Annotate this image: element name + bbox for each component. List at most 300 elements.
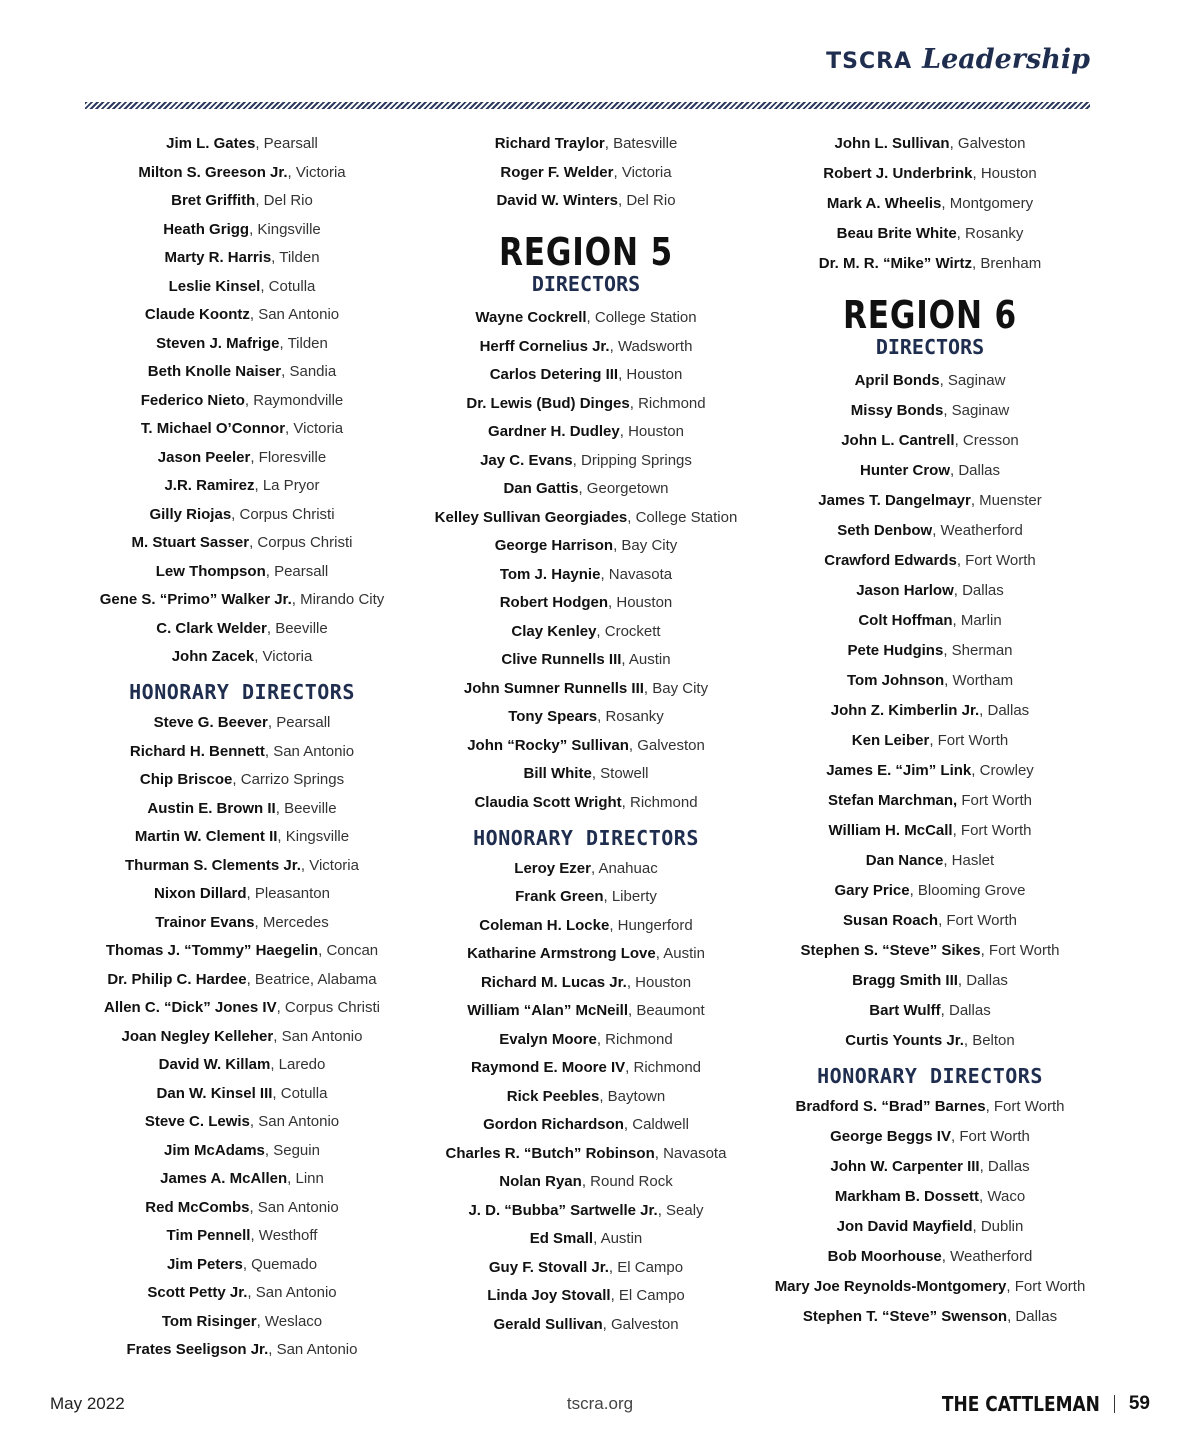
director-name: Thurman S. Clements Jr. (125, 856, 301, 874)
director-location: , San Antonio (247, 1284, 337, 1301)
director-entry (72, 970, 412, 989)
director-entry (416, 944, 756, 963)
director-entry (760, 1217, 1100, 1236)
director-name: Lew Thompson (155, 562, 266, 580)
director-entry (760, 431, 1100, 450)
director-name: Ken Leiber (851, 732, 930, 749)
director-name: Richard M. Lucas Jr. (480, 973, 627, 991)
director-entry (72, 998, 412, 1017)
director-entry (416, 679, 756, 698)
director-location: , Richmond (621, 793, 698, 811)
director-name: George Harrison (494, 537, 614, 554)
director-location: , San Antonio (264, 742, 355, 760)
director-name: Carlos Detering III (489, 366, 619, 383)
footer-date: May 2022 (50, 1394, 125, 1413)
director-entry (72, 941, 412, 960)
director-location: , Fort Worth (1006, 1278, 1086, 1295)
director-name: Guy F. Stovall Jr. (488, 1258, 609, 1276)
director-name: Richard Traylor (494, 135, 605, 152)
director-name: Markham B. Dossett (834, 1188, 980, 1205)
director-name: April Bonds (854, 372, 940, 389)
director-location: , Fort Worth (980, 942, 1060, 959)
director-name: Frates Seeligson Jr. (126, 1341, 269, 1358)
director-location: , Fort Worth (985, 1098, 1065, 1115)
director-name: Bragg Smith III (852, 972, 958, 989)
director-location: , Navasota (654, 1144, 727, 1162)
director-entry (72, 305, 412, 324)
footer-page-number: 59 (1128, 1393, 1150, 1414)
director-location: , Beeville (275, 799, 337, 817)
director-location: , Corpus Christi (249, 534, 353, 551)
director-location: , Houston (608, 594, 673, 611)
director-name: James E. “Jim” Link (826, 762, 972, 779)
director-location: , Victoria (300, 856, 359, 874)
director-entry (72, 334, 412, 353)
director-name: Hunter Crow (859, 462, 950, 479)
director-entry (416, 451, 756, 470)
director-name: Gene S. “Primo” Walker Jr. (99, 591, 292, 608)
director-entry (760, 1127, 1100, 1146)
director-entry (72, 884, 412, 903)
director-name: John Zacek (171, 648, 255, 665)
director-name: John “Rocky” Sullivan (467, 736, 629, 754)
director-entry (72, 913, 412, 932)
director-location: , Fort Worth (952, 822, 1032, 839)
region-directors-label: DIRECTORS (875, 335, 985, 359)
director-name: Tim Pennell (166, 1227, 251, 1244)
director-location: , College Station (586, 309, 697, 326)
director-name: Jason Peeler (157, 448, 251, 466)
director-location: , Fort Worth (938, 912, 1017, 929)
director-name: Trainor Evans (155, 913, 255, 931)
director-entry (760, 371, 1100, 390)
director-name: Robert Hodgen (499, 594, 609, 611)
director-location: , Pearsall (265, 562, 329, 580)
director-entry (72, 1141, 412, 1160)
director-location: , El Campo (608, 1258, 684, 1276)
director-name: Nixon Dillard (154, 885, 247, 902)
honorary-directors-heading: HONORARY DIRECTORS (473, 825, 699, 850)
director-entry (72, 1084, 412, 1103)
director-location: , Sherman (943, 642, 1013, 659)
director-entry (72, 419, 412, 438)
director-location: , Bay City (613, 537, 678, 554)
director-location: , Houston (626, 973, 692, 991)
director-name: Ed Small (529, 1230, 594, 1247)
director-entry (72, 562, 412, 581)
director-location: , Sandia (281, 363, 337, 380)
column-1 (72, 134, 412, 1369)
director-name: Dan Gattis (503, 480, 579, 497)
director-name: Raymond E. Moore IV (470, 1059, 626, 1076)
director-entry (760, 911, 1100, 930)
director-name: Jim McAdams (164, 1141, 265, 1159)
director-entry (760, 821, 1100, 840)
director-location: , Dallas (979, 1158, 1030, 1175)
director-entry (72, 533, 412, 552)
director-name: Dr. Philip C. Hardee (107, 970, 247, 988)
director-entry (760, 671, 1100, 690)
director-entry (416, 536, 756, 555)
director-location: , Galveston (628, 736, 705, 754)
director-entry (416, 422, 756, 441)
director-location: , San Antonio (249, 1113, 340, 1130)
director-entry (416, 650, 756, 669)
director-name: Jim L. Gates (166, 135, 256, 152)
footer-magazine: THE CATTLEMAN (941, 1392, 1100, 1416)
director-location: , Dallas (979, 702, 1030, 719)
director-entry (416, 134, 756, 153)
director-name: Thomas J. “Tommy” Haegelin (105, 942, 319, 959)
director-location: , Victoria (287, 163, 346, 181)
director-name: Beau Brite White (836, 225, 957, 242)
page-header (826, 44, 1090, 84)
director-location: , San Antonio (249, 1198, 339, 1216)
director-entry (760, 164, 1100, 183)
director-name: Stephen S. “Steve” Sikes (800, 942, 981, 959)
director-name: John Z. Kimberlin Jr. (830, 702, 980, 719)
director-entry (760, 1307, 1100, 1326)
director-location: , Concan (318, 942, 379, 959)
director-entry (416, 736, 756, 755)
director-location: , Belton (963, 1032, 1015, 1049)
director-name: Bob Moorhouse (827, 1248, 942, 1265)
director-location: , San Antonio (273, 1027, 363, 1045)
director-entry (760, 521, 1100, 540)
director-name: Wayne Cockrell (475, 309, 587, 326)
director-location: , Cotulla (260, 277, 316, 295)
director-entry (416, 1001, 756, 1020)
director-name: Tony Spears (508, 708, 598, 725)
director-entry (416, 887, 756, 906)
director-location: Fort Worth (957, 792, 1032, 809)
header-org: TSCRA (826, 49, 913, 74)
director-name: Dr. M. R. “Mike” Wirtz (818, 255, 972, 272)
director-location: , Tilden (271, 249, 320, 266)
director-name: Evalyn Moore (499, 1030, 597, 1048)
director-entry (760, 134, 1100, 153)
director-location: , Dallas (940, 1002, 991, 1019)
director-name: Clive Runnells III (501, 651, 622, 668)
director-location: , Pleasanton (246, 885, 330, 902)
director-location: , Carrizo Springs (232, 771, 345, 788)
director-location: , Beaumont (628, 1002, 705, 1019)
director-location: , Dallas (1007, 1308, 1058, 1325)
director-location: , Fort Worth (929, 732, 1009, 749)
director-entry (760, 461, 1100, 480)
region-directors-label: DIRECTORS (531, 272, 641, 296)
director-entry (72, 799, 412, 818)
director-name: Stephen T. “Steve” Swenson (802, 1308, 1008, 1325)
director-location: , Crowley (971, 762, 1034, 779)
director-location: , Linn (287, 1170, 324, 1187)
director-location: , Cotulla (272, 1084, 328, 1102)
honorary-directors-heading: HONORARY DIRECTORS (817, 1064, 1043, 1088)
director-entry (72, 1312, 412, 1331)
director-location: , Westhoff (250, 1227, 318, 1244)
director-entry (416, 859, 756, 878)
director-location: , Blooming Grove (909, 882, 1026, 899)
director-entry (416, 622, 756, 641)
director-location: , Pearsall (267, 714, 331, 731)
director-name: Coleman H. Locke (479, 916, 610, 934)
director-location: , Dublin (972, 1218, 1024, 1235)
director-name: Seth Denbow (837, 522, 933, 539)
director-entry (416, 508, 756, 527)
director-name: Susan Roach (843, 912, 939, 929)
director-entry (416, 1030, 756, 1049)
director-location: , Round Rock (581, 1173, 673, 1190)
director-name: Martin W. Clement II (134, 828, 278, 845)
director-entry (416, 764, 756, 783)
director-location: , Austin (621, 651, 671, 668)
director-location: , Stowell (591, 765, 649, 782)
director-name: Scott Petty Jr. (147, 1284, 248, 1301)
director-entry (416, 593, 756, 612)
director-name: Claude Koontz (144, 306, 250, 323)
director-name: Marty R. Harris (164, 249, 272, 266)
director-entry (72, 362, 412, 381)
director-name: Jon David Mayfield (836, 1218, 973, 1235)
director-location: , Del Rio (618, 192, 676, 209)
director-location: , Rosanky (956, 225, 1024, 242)
director-name: Red McCombs (145, 1198, 250, 1216)
director-name: Joan Negley Kelleher (121, 1027, 274, 1045)
director-name: Leslie Kinsel (168, 277, 261, 295)
director-entry (760, 611, 1100, 630)
director-name: J.R. Ramirez (164, 477, 255, 494)
director-entry (72, 1198, 412, 1217)
column-3 (760, 134, 1100, 1337)
director-name: George Beggs IV (830, 1128, 951, 1145)
director-entry (72, 647, 412, 666)
director-name: Nolan Ryan (499, 1173, 582, 1190)
director-location: , San Antonio (249, 306, 340, 323)
director-name: Claudia Scott Wright (474, 793, 622, 811)
director-location: , Tilden (279, 334, 328, 352)
director-location: , Richmond (625, 1059, 702, 1076)
director-name: Gordon Richardson (483, 1116, 624, 1133)
director-location: , Houston (618, 366, 683, 383)
director-entry (760, 791, 1100, 810)
director-entry (72, 1255, 412, 1274)
director-name: Colt Hoffman (858, 612, 953, 629)
director-name: Charles R. “Butch” Robinson (445, 1144, 655, 1162)
director-entry (760, 224, 1100, 243)
director-name: Gilly Riojas (149, 505, 232, 523)
header-divider (85, 102, 1090, 109)
director-location: , Richmond (596, 1030, 673, 1048)
director-entry (416, 565, 756, 584)
director-location: , Seguin (264, 1141, 320, 1159)
director-name: Dan W. Kinsel III (156, 1084, 273, 1102)
director-entry (416, 1229, 756, 1248)
director-entry (416, 1258, 756, 1277)
director-entry (760, 551, 1100, 570)
director-name: Allen C. “Dick” Jones IV (104, 999, 277, 1016)
director-entry (72, 1283, 412, 1302)
director-entry (416, 793, 756, 812)
director-entry (760, 1157, 1100, 1176)
director-name: John Sumner Runnells III (463, 679, 644, 697)
director-name: Gardner H. Dudley (488, 423, 620, 440)
director-location: , Liberty (603, 888, 657, 905)
director-location: , Floresville (250, 448, 327, 466)
director-location: , Quemado (242, 1255, 318, 1273)
director-name: Frank Green (515, 888, 604, 905)
director-location: , Corpus Christi (231, 505, 335, 523)
director-entry (760, 1187, 1100, 1206)
director-location: , Galveston (949, 135, 1026, 152)
director-location: , Laredo (270, 1056, 326, 1073)
director-entry (416, 163, 756, 182)
director-location: , Brenham (972, 255, 1042, 272)
director-entry (760, 1001, 1100, 1020)
director-name: Pete Hudgins (847, 642, 944, 659)
director-entry (760, 641, 1100, 660)
director-name: Gerald Sullivan (493, 1315, 603, 1333)
director-location: , Hungerford (609, 916, 693, 934)
director-entry (416, 191, 756, 210)
honorary-directors-heading: HONORARY DIRECTORS (129, 680, 355, 704)
director-entry (72, 191, 412, 210)
director-entry (72, 248, 412, 267)
director-entry (72, 1055, 412, 1074)
director-location: , Baytown (599, 1087, 666, 1105)
director-entry (416, 1115, 756, 1134)
director-location: , Cresson (954, 432, 1019, 449)
director-entry (416, 365, 756, 384)
director-entry (72, 827, 412, 846)
director-name: Crawford Edwards (824, 552, 957, 569)
director-entry (416, 479, 756, 498)
director-name: Bart Wulff (869, 1002, 941, 1019)
director-entry (760, 1247, 1100, 1266)
director-name: Steve C. Lewis (144, 1113, 250, 1130)
director-entry (72, 163, 412, 182)
footer-right (914, 1392, 1150, 1416)
director-name: M. Stuart Sasser (131, 534, 250, 551)
director-entry (72, 713, 412, 732)
director-location: , Saginaw (939, 372, 1006, 389)
director-entry (72, 448, 412, 467)
director-location: , Batesville (604, 135, 678, 152)
director-location: , Dallas (953, 582, 1004, 599)
director-name: William H. McCall (828, 822, 953, 839)
director-name: Dr. Lewis (Bud) Dinges (466, 394, 630, 412)
director-location: , Victoria (254, 648, 313, 665)
director-location: , Beeville (266, 619, 328, 637)
director-name: Katharine Armstrong Love (467, 945, 656, 962)
director-location: , Wortham (944, 672, 1014, 689)
director-location: , Montgomery (941, 195, 1034, 212)
director-name: Kelley Sullivan Georgiades (434, 508, 628, 526)
director-location: , Sealy (657, 1201, 704, 1219)
director-name: James T. Dangelmayr (818, 492, 971, 509)
director-entry (760, 941, 1100, 960)
director-location: , Kingsville (249, 220, 321, 238)
director-entry (72, 770, 412, 789)
director-name: Dan Nance (865, 852, 944, 869)
director-location: , Rosanky (597, 708, 664, 725)
director-entry (72, 134, 412, 153)
director-location: , Fort Worth (950, 1128, 1030, 1145)
director-name: Rick Peebles (506, 1087, 600, 1105)
director-name: Bill White (523, 765, 592, 782)
director-location: , Dallas (957, 972, 1008, 989)
director-location: , Kingsville (277, 828, 350, 845)
region-title: REGION 6 (842, 293, 1018, 337)
director-name: T. Michael O’Connor (140, 420, 286, 437)
director-entry (72, 1027, 412, 1046)
director-entry (72, 505, 412, 524)
director-name: Stefan Marchman, (828, 792, 958, 809)
region-title: REGION 5 (498, 230, 674, 274)
director-entry (416, 973, 756, 992)
director-location: , Del Rio (255, 192, 313, 209)
director-name: Robert J. Underbrink (823, 165, 973, 182)
director-entry (760, 491, 1100, 510)
director-location: , Crockett (596, 622, 661, 640)
director-name: Steven J. Mafrige (156, 334, 280, 352)
director-location: , Houston (972, 165, 1037, 182)
director-entry (416, 308, 756, 327)
director-entry (760, 581, 1100, 600)
director-entry (416, 337, 756, 356)
director-location: , Victoria (285, 420, 344, 437)
director-entry (72, 391, 412, 410)
director-name: J. D. “Bubba” Sartwelle Jr. (468, 1201, 658, 1219)
director-entry (760, 731, 1100, 750)
director-location: , Wadsworth (609, 337, 693, 355)
director-location: , Austin (593, 1230, 643, 1247)
director-name: Gary Price (834, 882, 910, 899)
footer-separator (1114, 1395, 1115, 1413)
director-name: Mark A. Wheelis (826, 195, 942, 212)
director-location: , Raymondville (244, 391, 344, 409)
director-location: , La Pryor (254, 477, 320, 494)
director-entry (416, 394, 756, 413)
director-entry (72, 856, 412, 875)
director-location: , Saginaw (943, 402, 1010, 419)
director-location: , Waco (979, 1188, 1026, 1205)
director-entry (416, 1315, 756, 1334)
director-entry (760, 701, 1100, 720)
director-name: Curtis Younts Jr. (845, 1032, 964, 1049)
director-name: Beth Knolle Naiser (147, 363, 282, 380)
director-name: David W. Killam (158, 1056, 271, 1073)
director-name: Tom Risinger (161, 1312, 257, 1330)
director-location: , Beatrice, Alabama (246, 970, 377, 988)
director-name: Austin E. Brown II (147, 799, 276, 817)
director-location: , Dripping Springs (572, 451, 692, 469)
director-entry (760, 851, 1100, 870)
director-entry (72, 590, 412, 609)
director-entry (416, 1201, 756, 1220)
director-entry (760, 194, 1100, 213)
director-name: Leroy Ezer (514, 859, 591, 877)
director-entry (72, 220, 412, 239)
director-name: Clay Kenley (511, 622, 597, 640)
director-name: Missy Bonds (850, 402, 944, 419)
director-entry (72, 476, 412, 495)
director-entry (72, 1169, 412, 1188)
director-name: Roger F. Welder (500, 163, 614, 181)
director-name: James A. McAllen (160, 1170, 288, 1187)
director-entry (760, 401, 1100, 420)
director-location: , Anahuac (590, 859, 658, 877)
director-name: Milton S. Greeson Jr. (138, 163, 288, 181)
